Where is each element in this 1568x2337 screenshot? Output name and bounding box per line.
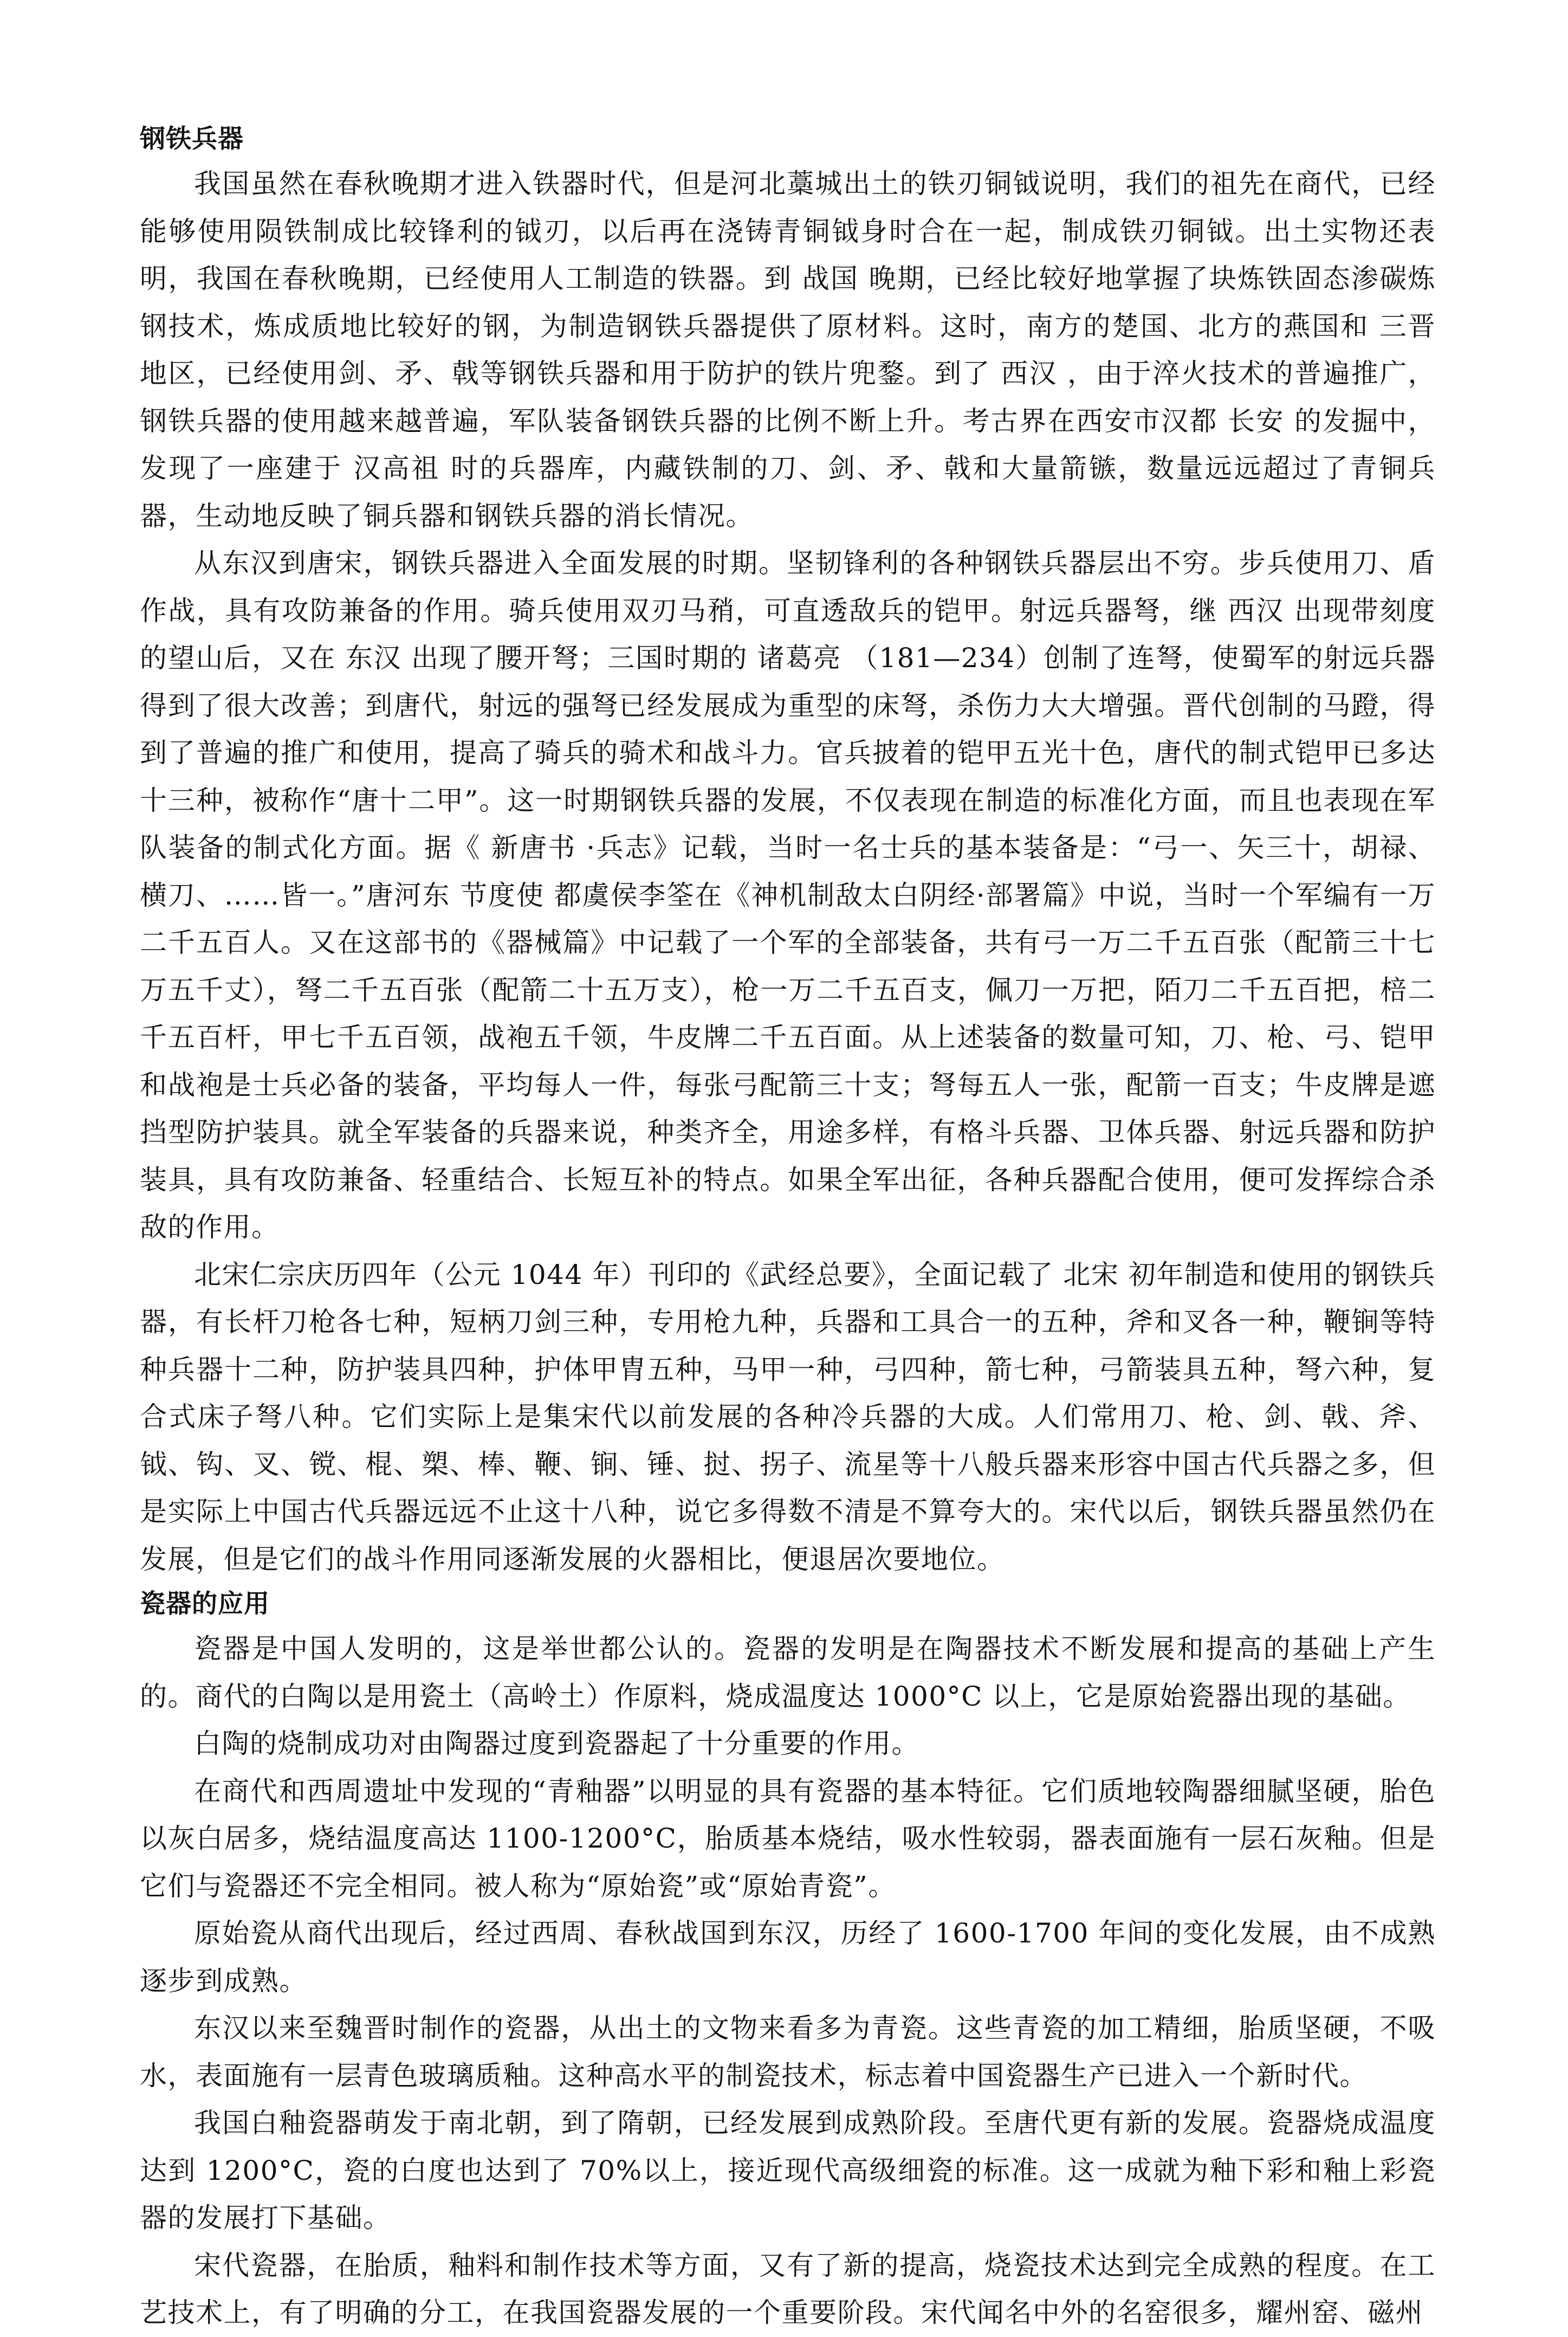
paragraph: 从东汉到唐宋，钢铁兵器进入全面发展的时期。坚韧锋利的各种钢铁兵器层出不穷。步兵使用刀、盾作战，具有攻防兼备的作用。骑兵使用双刃马矟，可直透敌兵的铠甲。射远兵器弩，继 西汉 出现带刻度的望山后，又在 东汉 出现了腰开弩；三国时期的 诸葛亮 （181—234）创制了连弩，使蜀军的射远兵器得到了很大改善；到唐代，射远的强弩已经发展成为重型的床弩，杀伤力大大增强。晋代创制的马蹬，得到了普遍的推广和使用，提高了骑兵的骑术和战斗力。官兵披着的铠甲五光十色，唐代的制式铠甲已多达十三种，被称作“唐十二甲”。这一时期钢铁兵器的发展，不仅表现在制造的标准化方面，而且也表现在军队装备的制式化方面。据《 新唐书 ·兵志》记载，当时一名士兵的基本装备是：“弓一、矢三十，胡禄、横刀、……皆一。”唐河东 节度使 都虞侯李筌在《神机制敌太白阴经·部署篇》中说，当时一个军编有一万二千五百人。又在这部书的《器械篇》中记载了一个军的全部装备，共有弓一万二千五百张（配箭三十七万五千丈），弩二千五百张（配箭二十五万支），枪一万二千五百支，佩刀一万把，陌刀二千五百把，棓二千五百杆，甲七千五百领，战袍五千领，牛皮牌二千五百面。从上述装备的数量可知，刀、枪、弓、铠甲和战袍是士兵必备的装备，平均每人一件，每张弓配箭三十支；弩每五人一张，配箭一百支；牛皮牌是遮挡型防护装具。就全军装备的兵器来说，种类齐全，用途多样，有格斗兵器、卫体兵器、射远兵器和防护装具，具有攻防兼备、轻重结合、长短互补的特点。如果全军出征，各种兵器配合使用，便可发挥综合杀敌的作用。: [140, 547, 1436, 1243]
document-page: [140, 118, 1436, 2337]
paragraph: 我国虽然在春秋晚期才进入铁器时代，但是河北藁城出土的铁刃铜钺说明，我们的祖先在商代，已经能够使用陨铁制成比较锋利的钺刃，以后再在浇铸青铜钺身时合在一起，制成铁刃铜钺。出土实物还表明，我国在春秋晚期，已经使用人工制造的铁器。到 战国 晚期，已经比较好地掌握了块炼铁固态渗碳炼钢技术，炼成质地比较好的钢，为制造钢铁兵器提供了原材料。这时，南方的楚国、北方的燕国和 三晋 地区，已经使用剑、矛、戟等钢铁兵器和用于防护的铁片兜鍪。到了 西汉 ，由于淬火技术的普遍推广，钢铁兵器的使用越来越普遍，军队装备钢铁兵器的比例不断上升。考古界在西安市汉都 长安 的发掘中，发现了一座建于 汉高祖 时的兵器库，内藏铁制的刀、剑、矛、戟和大量箭镞，数量远远超过了青铜兵器，生动地反映了铜兵器和钢铁兵器的消长情况。: [140, 168, 1436, 532]
paragraph: 我国白釉瓷器萌发于南北朝，到了隋朝，已经发展到成熟阶段。至唐代更有新的发展。瓷器烧成温度达到 1200°C，瓷的白度也达到了 70%以上，接近现代高级细瓷的标准。这一成就为釉下彩和釉上彩瓷器的发展打下基础。: [140, 2107, 1436, 2233]
section-steel-weapons: [140, 118, 1436, 1583]
paragraph: 在商代和西周遗址中发现的“青釉器”以明显的具有瓷器的基本特征。它们质地较陶器细腻坚硬，胎色以灰白居多，烧结温度高达 1100-1200°C，胎质基本烧结，吸水性较弱，器表面施有一层石灰釉。但是它们与瓷器还不完全相同。被人称为“原始瓷”或“原始青瓷”。: [140, 1775, 1436, 1902]
paragraph: 原始瓷从商代出现后，经过西周、春秋战国到东汉，历经了 1600-1700 年间的变化发展，由不成熟逐步到成熟。: [140, 1918, 1436, 1997]
paragraph: 北宋仁宗庆历四年（公元 1044 年）刊印的《武经总要》，全面记载了 北宋 初年制造和使用的钢铁兵器，有长杆刀枪各七种，短柄刀剑三种，专用枪九种，兵器和工具合一的五种，斧和叉各一种，鞭锏等特种兵器十二种，防护装具四种，护体甲胄五种，马甲一种，弓四种，箭七种，弓箭装具五种，弩六种，复合式床子弩八种。它们实际上是集宋代以前发展的各种冷兵器的大成。人们常用刀、枪、剑、戟、斧、钺、钩、叉、镋、棍、槊、棒、鞭、锏、锤、挝、拐子、流星等十八般兵器来形容中国古代兵器之多，但是实际上中国古代兵器远远不止这十八种，说它多得数不清是不算夸大的。宋代以后，钢铁兵器虽然仍在发展，但是它们的战斗作用同逐渐发展的火器相比，便退居次要地位。: [140, 1258, 1436, 1575]
paragraph: 宋代瓷器，在胎质，釉料和制作技术等方面，又有了新的提高，烧瓷技术达到完全成熟的程度。在工艺技术上，有了明确的分工，在我国瓷器发展的一个重要阶段。宋代闻名中外的名窑很多，耀州窑、磁州: [140, 2249, 1436, 2328]
paragraph: 瓷器是中国人发明的，这是举世都公认的。瓷器的发明是在陶器技术不断发展和提高的基础上产生的。商代的白陶以是用瓷土（高岭土）作原料，烧成温度达 1000°C 以上，它是原始瓷器出现的基础。: [140, 1633, 1436, 1712]
section-heading: 钢铁兵器: [140, 124, 244, 154]
paragraph: 东汉以来至魏晋时制作的瓷器，从出土的文物来看多为青瓷。这些青瓷的加工精细，胎质坚硬，不吸水，表面施有一层青色玻璃质釉。这种高水平的制瓷技术，标志着中国瓷器生产已进入一个新时代。: [140, 2012, 1436, 2091]
paragraph: 白陶的烧制成功对由陶器过度到瓷器起了十分重要的作用。: [194, 1728, 919, 1759]
section-heading: 瓷器的应用: [140, 1589, 270, 1619]
section-porcelain: [140, 1583, 1436, 2337]
